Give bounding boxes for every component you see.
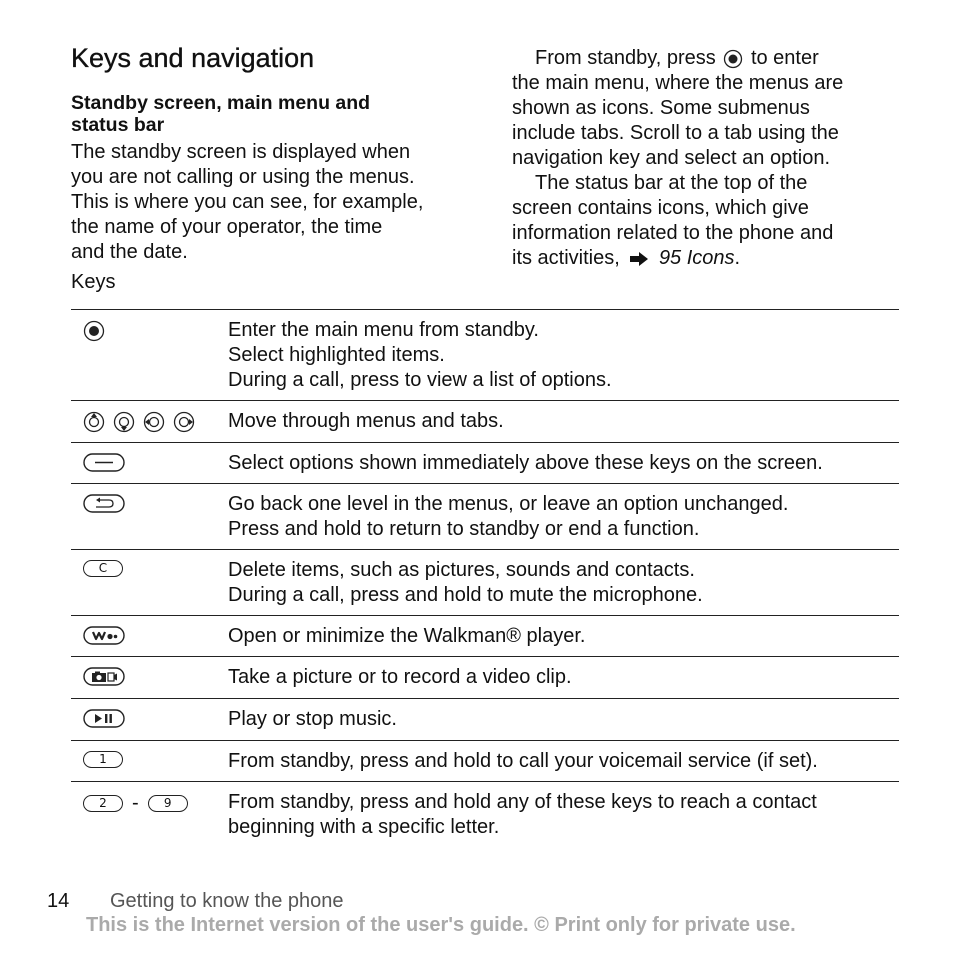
key-description	[228, 318, 612, 393]
section-title: Getting to know the phone	[110, 890, 344, 912]
center-select-key-icon	[83, 320, 105, 342]
back-key-icon	[83, 494, 125, 513]
subheading	[71, 92, 370, 136]
key-2-icon: 2	[83, 795, 123, 812]
key-description	[228, 665, 572, 690]
table-row	[71, 781, 899, 851]
description-line: From standby, press and hold to call your voicemail service (if set).	[228, 750, 818, 772]
description-line: Move through menus and tabs.	[228, 410, 504, 432]
description-line: Select highlighted items.	[228, 344, 445, 366]
table-row	[71, 309, 899, 400]
key-cell	[71, 318, 228, 342]
keys-table	[71, 309, 899, 851]
key-description	[228, 707, 397, 732]
key-cell	[71, 665, 228, 686]
reference-arrow-icon	[629, 251, 649, 267]
key-cell	[71, 749, 228, 768]
standby-paragraph	[71, 140, 423, 265]
key-cell	[71, 790, 228, 815]
table-row	[71, 549, 899, 615]
icons-page-reference[interactable]: 95 Icons	[658, 247, 735, 269]
paragraph-line	[512, 46, 843, 71]
paragraph-text: its activities,	[512, 247, 620, 269]
paragraph-line: information related to the phone and	[512, 222, 834, 244]
page-heading: Keys and navigation	[71, 43, 315, 73]
keys-label: Keys	[71, 271, 116, 293]
paragraph-line: shown as icons. Some submenus	[512, 97, 810, 119]
paragraph-text: to enter	[750, 47, 819, 69]
description-line: Play or stop music.	[228, 708, 397, 730]
clear-key-icon: C	[83, 560, 123, 577]
paragraph-line: navigation key and select an option.	[512, 147, 830, 169]
key-9-icon: 9	[148, 795, 188, 812]
description-line: Take a picture or to record a video clip.	[228, 666, 572, 688]
key-description	[228, 451, 823, 476]
range-dash: -	[132, 792, 139, 814]
table-row	[71, 740, 899, 781]
key-description	[228, 790, 817, 840]
description-line: During a call, press and hold to mute the microphone.	[228, 584, 703, 606]
table-row	[71, 400, 899, 442]
paragraph-line: The status bar at the top of the	[535, 172, 808, 194]
table-row	[71, 698, 899, 740]
description-line: Open or minimize the Walkman® player.	[228, 625, 586, 647]
table-row	[71, 442, 899, 483]
description-line: beginning with a specific letter.	[228, 816, 500, 838]
paragraph-line: include tabs. Scroll to a tab using the	[512, 122, 839, 144]
play-pause-key-icon	[83, 709, 125, 728]
description-line: During a call, press to view a list of options.	[228, 369, 612, 391]
paragraph-line: This is where you can see, for example,	[71, 191, 424, 213]
walkman-key-icon	[83, 626, 125, 645]
key-description	[228, 409, 504, 434]
description-line: Delete items, such as pictures, sounds and contacts.	[228, 559, 695, 581]
description-line: Go back one level in the menus, or leave an option unchanged.	[228, 493, 789, 515]
paragraph-line: you are not calling or using the menus.	[71, 166, 415, 188]
key-cell	[71, 624, 228, 645]
paragraph-line: and the date.	[71, 241, 188, 263]
paragraph-text: From standby, press	[535, 47, 716, 69]
paragraph-line: screen contains icons, which give	[512, 197, 809, 219]
page-number: 14	[47, 890, 70, 912]
table-row	[71, 615, 899, 656]
subheading-line: status bar	[71, 114, 165, 136]
description-line: From standby, press and hold any of these keys to reach a contact	[228, 791, 817, 813]
table-row	[71, 483, 899, 549]
subheading-line: Standby screen, main menu and	[71, 92, 371, 114]
selection-key-icon	[83, 453, 125, 472]
camera-key-icon	[83, 667, 125, 686]
key-cell	[71, 492, 228, 513]
key-cell	[71, 451, 228, 472]
paragraph-line: the name of your operator, the time	[71, 216, 383, 238]
key-cell	[71, 409, 228, 433]
paragraph-text: .	[734, 247, 741, 269]
key-1-icon: 1	[83, 751, 123, 768]
key-description	[228, 558, 703, 608]
navigation-keys-icon	[83, 411, 195, 433]
main-menu-paragraph	[512, 46, 843, 271]
center-select-key-icon	[723, 49, 743, 69]
paragraph-line: the main menu, where the menus are	[512, 72, 844, 94]
description-line: Enter the main menu from standby.	[228, 319, 539, 341]
description-line: Select options shown immediately above these keys on the screen.	[228, 452, 823, 474]
key-description	[228, 492, 788, 542]
key-cell	[71, 558, 228, 577]
paragraph-line	[512, 246, 843, 271]
paragraph-line: The standby screen is displayed when	[71, 141, 411, 163]
description-line: Press and hold to return to standby or end a function.	[228, 518, 700, 540]
table-row	[71, 656, 899, 698]
key-description	[228, 749, 818, 774]
key-description	[228, 624, 585, 649]
key-cell	[71, 707, 228, 728]
print-notice: This is the Internet version of the user's guide. © Print only for private use.	[86, 914, 796, 936]
